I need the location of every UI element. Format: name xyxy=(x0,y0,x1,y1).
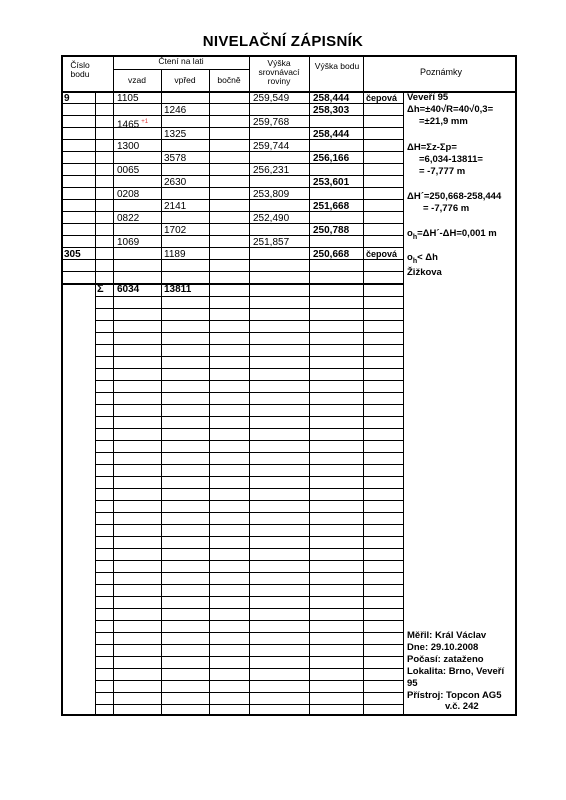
row-line xyxy=(61,259,403,260)
blank-row-line xyxy=(95,392,403,393)
row-line xyxy=(61,223,403,224)
cell-vyska-bodu: 251,668 xyxy=(313,201,350,212)
cell-vzad: 0822 xyxy=(117,213,140,224)
footer-pocasi: Počasí: zataženo xyxy=(407,654,484,665)
header-cteni-na-lati: Čtení na lati xyxy=(158,56,204,66)
blank-row-line xyxy=(95,464,403,465)
cell-vyska-bodu: 258,444 xyxy=(313,93,350,104)
blank-row-line xyxy=(95,560,403,561)
header-vzad: vzad xyxy=(128,75,146,85)
blank-row-line xyxy=(95,476,403,477)
cell-vyska-roviny: 256,231 xyxy=(253,165,290,176)
blank-row-line xyxy=(95,512,403,513)
row-line xyxy=(61,211,403,212)
note-oh-line2: $o_h< \Delta h$ xyxy=(407,252,438,265)
blank-row-line xyxy=(95,608,403,609)
cell-vyska-bodu: 258,303 xyxy=(313,105,350,116)
note-oh-line1: $o_h=\Delta H´-\Delta H=0,001$ m xyxy=(407,228,497,241)
note-dHc-line1: ΔH´=250,668-258,444 xyxy=(407,191,502,202)
blank-row-line xyxy=(95,404,403,405)
blank-row-line xyxy=(95,380,403,381)
footer-meril: Měřil: Král Václav xyxy=(407,630,487,641)
blank-row-line xyxy=(95,440,403,441)
col-line-typ xyxy=(363,55,364,716)
row-line xyxy=(61,103,403,104)
col-line-bodu xyxy=(309,55,310,716)
cell-vyska-roviny: 253,809 xyxy=(253,189,290,200)
footer-vc: v.č. 242 xyxy=(445,701,479,712)
note-start-point: Veveří 95 xyxy=(407,92,449,103)
cell-vpred: 2630 xyxy=(164,177,187,188)
header-bocne: bočně xyxy=(217,75,241,85)
note-dH-line2: =6,034-13811= xyxy=(419,154,483,165)
frame-left xyxy=(61,55,63,716)
blank-row-line xyxy=(95,416,403,417)
leveling-table xyxy=(61,55,517,716)
header-vpred: vpřed xyxy=(174,75,196,85)
blank-row-line xyxy=(95,692,403,693)
blank-row-line xyxy=(95,356,403,357)
header-subline xyxy=(113,69,249,70)
blank-row-line xyxy=(95,656,403,657)
cell-vyska-bodu: 258,444 xyxy=(313,129,350,140)
sum-vpred: 13811 xyxy=(164,284,192,295)
cell-vyska-roviny: 252,490 xyxy=(253,213,290,224)
row-line xyxy=(61,151,403,152)
note-dh-line2: =±21,9 mm xyxy=(419,116,468,127)
note-dh-line1: Δh=±40√R=40√0,3= xyxy=(407,104,494,115)
row-line xyxy=(61,115,403,116)
row-line xyxy=(61,271,403,272)
row-line xyxy=(61,139,403,140)
sum-symbol: Σ xyxy=(97,283,104,295)
blank-row-line xyxy=(95,596,403,597)
header-poznamky: Poznámky xyxy=(419,67,463,77)
blank-row-line xyxy=(95,524,403,525)
blank-row-line xyxy=(95,296,403,297)
blank-row-line xyxy=(95,536,403,537)
correction-mark: +1 xyxy=(141,119,149,125)
note-dHc-line2: = -7,776 m xyxy=(423,203,470,214)
cell-vpred: 1325 xyxy=(164,129,187,140)
blank-row-line xyxy=(95,368,403,369)
frame-right xyxy=(515,55,517,716)
blank-row-line xyxy=(95,332,403,333)
row-line xyxy=(61,235,403,236)
blank-row-line xyxy=(95,620,403,621)
col-line-roviny xyxy=(249,55,250,716)
blank-row-line xyxy=(95,584,403,585)
note-dH-line1: ΔH=Σz-Σp= xyxy=(407,142,457,153)
cell-vyska-roviny: 259,768 xyxy=(253,117,290,128)
footer-lokalita-line2: 95 xyxy=(407,678,418,689)
footer-lokalita-line1: Lokalita: Brno, Veveří xyxy=(407,666,505,677)
cell-vyska-bodu: 253,601 xyxy=(313,177,350,188)
page-title: NIVELAČNÍ ZÁPISNÍK xyxy=(202,33,364,50)
cell-vzad: 0208 xyxy=(117,189,140,200)
blank-row-line xyxy=(95,320,403,321)
blank-row-line xyxy=(95,644,403,645)
header-vyska-bodu: Výška bodu xyxy=(314,61,360,71)
header-cislo-bodu: Číslo bodu xyxy=(70,60,90,79)
row-line xyxy=(61,175,403,176)
note-end-point: Žižkova xyxy=(407,267,442,278)
frame-bottom xyxy=(61,714,517,716)
col-line-vzad xyxy=(113,55,114,716)
cell-vyska-roviny: 251,857 xyxy=(253,237,290,248)
cell-vyska-roviny: 259,549 xyxy=(253,93,290,104)
cell-vpred: 1246 xyxy=(164,105,187,116)
blank-row-line xyxy=(95,680,403,681)
cell-vyska-roviny: 259,744 xyxy=(253,141,290,152)
row-line xyxy=(61,247,403,248)
blank-row-line xyxy=(95,704,403,705)
blank-row-line xyxy=(95,452,403,453)
cell-vpred: 1189 xyxy=(164,249,186,260)
cell-typ: čepová xyxy=(366,249,398,259)
blank-row-line xyxy=(95,344,403,345)
header-vyska-srovnavaci-roviny: Výška srovnávací roviny xyxy=(258,58,300,86)
cell-vzad: 1069 xyxy=(117,237,140,248)
cell-typ: čepová xyxy=(366,93,398,103)
cell-vzad: 1105 xyxy=(117,93,139,104)
cell-vyska-bodu: 250,788 xyxy=(313,225,350,236)
blank-row-line xyxy=(95,572,403,573)
blank-row-line xyxy=(95,500,403,501)
sum-vzad: 6034 xyxy=(117,284,140,295)
cell-bod: 9 xyxy=(64,93,70,104)
row-line xyxy=(61,127,403,128)
col-line-notes xyxy=(403,91,404,716)
note-dH-line3: = -7,777 m xyxy=(419,166,466,177)
cell-vzad: 0065 xyxy=(117,165,140,176)
blank-row-line xyxy=(95,668,403,669)
cell-bod: 305 xyxy=(64,249,81,260)
cell-vyska-bodu: 250,668 xyxy=(313,249,350,260)
cell-vyska-bodu: 256,166 xyxy=(313,153,350,164)
cell-vpred: 3578 xyxy=(164,153,187,164)
row-line xyxy=(61,163,403,164)
row-line xyxy=(61,187,403,188)
sum-top-line xyxy=(61,283,403,285)
blank-row-line xyxy=(95,548,403,549)
blank-row-line xyxy=(95,428,403,429)
row-line xyxy=(61,199,403,200)
footer-dne: Dne: 29.10.2008 xyxy=(407,642,479,653)
cell-vpred: 2141 xyxy=(164,201,187,212)
cell-vzad: 1300 xyxy=(117,141,140,152)
blank-row-line xyxy=(95,632,403,633)
cell-vzad: 1465 $^{+1}$ xyxy=(117,119,149,131)
blank-row-line xyxy=(95,308,403,309)
blank-row-line xyxy=(95,488,403,489)
footer-pristroj: Přístroj: Topcon AG5 xyxy=(407,690,502,701)
cell-vpred: 1702 xyxy=(164,225,187,236)
